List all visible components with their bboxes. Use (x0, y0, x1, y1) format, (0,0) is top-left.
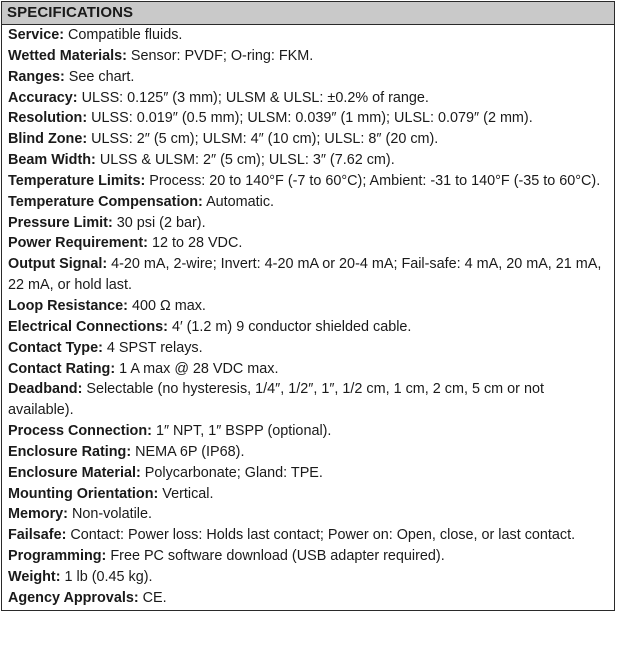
spec-row (8, 317, 606, 338)
spec-value: Polycarbonate; Gland: TPE. (144, 464, 323, 481)
spec-label: Agency Approvals: (8, 589, 139, 606)
spec-row (8, 46, 606, 67)
spec-value: ULSS: 0.019″ (0.5 mm); ULSM: 0.039″ (1 mm); ULSL: 0.079″ (2 mm). (91, 110, 533, 127)
spec-value: 400 Ω max. (131, 297, 206, 314)
spec-row (8, 463, 606, 484)
spec-row (8, 88, 606, 109)
spec-row (8, 192, 606, 213)
specifications-table (1, 1, 615, 611)
spec-label: Pressure Limit: (8, 214, 113, 231)
spec-row (8, 546, 606, 567)
spec-value: Compatible fluids. (68, 27, 183, 43)
spec-row (8, 129, 606, 150)
spec-label: Enclosure Rating: (8, 443, 132, 460)
spec-row (8, 484, 606, 505)
spec-value: 1 lb (0.45 kg). (64, 568, 153, 585)
spec-row (8, 359, 606, 380)
spec-label: Enclosure Material: (8, 464, 141, 481)
spec-row (8, 150, 606, 171)
spec-row (8, 421, 606, 442)
spec-label: Service: (8, 27, 65, 43)
spec-value: Vertical. (162, 485, 214, 502)
spec-value: 4 SPST relays. (106, 339, 203, 356)
spec-value: NEMA 6P (IP68). (135, 443, 245, 460)
spec-value: 1″ NPT, 1″ BSPP (optional). (155, 423, 332, 440)
spec-value: Selectable (no hysteresis, 1/4″, 1/2″, 1″, 1/2 cm, 1 cm, 2 cm, 5 cm or not available). (8, 381, 544, 419)
spec-value: ULSS: 0.125″ (3 mm); ULSM & ULSL: ±0.2% of range. (81, 89, 429, 106)
spec-value: ULSS: 2″ (5 cm); ULSM: 4″ (10 cm); ULSL: 8″ (20 cm). (91, 131, 439, 148)
spec-value: Non-volatile. (71, 506, 152, 523)
spec-row (8, 379, 606, 421)
spec-value: 1 A max @ 28 VDC max. (119, 360, 279, 377)
spec-row (8, 588, 606, 609)
spec-label: Weight: (8, 568, 61, 585)
specifications-body (2, 25, 614, 610)
spec-value: Automatic. (206, 193, 275, 210)
spec-row (8, 338, 606, 359)
spec-label: Electrical Connections: (8, 318, 168, 335)
spec-value: ULSS & ULSM: 2″ (5 cm); ULSL: 3″ (7.62 cm). (99, 152, 395, 169)
spec-value: Sensor: PVDF; O-ring: FKM. (130, 47, 314, 64)
spec-row (8, 525, 606, 546)
spec-label: Blind Zone: (8, 131, 88, 148)
spec-row (8, 504, 606, 525)
spec-label: Resolution: (8, 110, 88, 127)
spec-row (8, 25, 606, 46)
spec-value: Contact: Power loss: Holds last contact; Power on: Open, close, or last contact. (70, 527, 576, 544)
spec-row (8, 171, 606, 192)
spec-label: Wetted Materials: (8, 47, 127, 64)
spec-label: Process Connection: (8, 423, 152, 440)
spec-label: Memory: (8, 506, 68, 523)
spec-value: Free PC software download (USB adapter required). (110, 548, 445, 565)
spec-label: Accuracy: (8, 89, 78, 106)
spec-row (8, 108, 606, 129)
spec-label: Power Requirement: (8, 235, 148, 252)
spec-label: Failsafe: (8, 527, 67, 544)
spec-row (8, 296, 606, 317)
spec-value: Process: 20 to 140°F (-7 to 60°C); Ambient: -31 to 140°F (-35 to 60°C). (149, 172, 601, 189)
spec-row (8, 254, 606, 296)
spec-label: Loop Resistance: (8, 297, 128, 314)
spec-label: Temperature Compensation: (8, 193, 203, 210)
spec-label: Beam Width: (8, 152, 96, 169)
spec-label: Contact Type: (8, 339, 103, 356)
specifications-header: SPECIFICATIONS (2, 2, 614, 25)
spec-label: Contact Rating: (8, 360, 116, 377)
spec-value: 4′ (1.2 m) 9 conductor shielded cable. (171, 318, 412, 335)
spec-value: 4-20 mA, 2-wire; Invert: 4-20 mA or 20-4 mA; Fail-safe: 4 mA, 20 mA, 21 mA, 22 mA, or hold last. (8, 256, 602, 294)
spec-label: Programming: (8, 548, 107, 565)
spec-label: Output Signal: (8, 256, 108, 273)
spec-value: CE. (142, 589, 167, 606)
spec-row (8, 67, 606, 88)
spec-row (8, 567, 606, 588)
spec-value: 12 to 28 VDC. (151, 235, 243, 252)
spec-row (8, 213, 606, 234)
spec-value: 30 psi (2 bar). (116, 214, 206, 231)
spec-row (8, 233, 606, 254)
spec-value: See chart. (68, 68, 135, 85)
spec-label: Temperature Limits: (8, 172, 146, 189)
spec-label: Deadband: (8, 381, 83, 398)
spec-label: Mounting Orientation: (8, 485, 159, 502)
spec-row (8, 442, 606, 463)
spec-label: Ranges: (8, 68, 65, 85)
